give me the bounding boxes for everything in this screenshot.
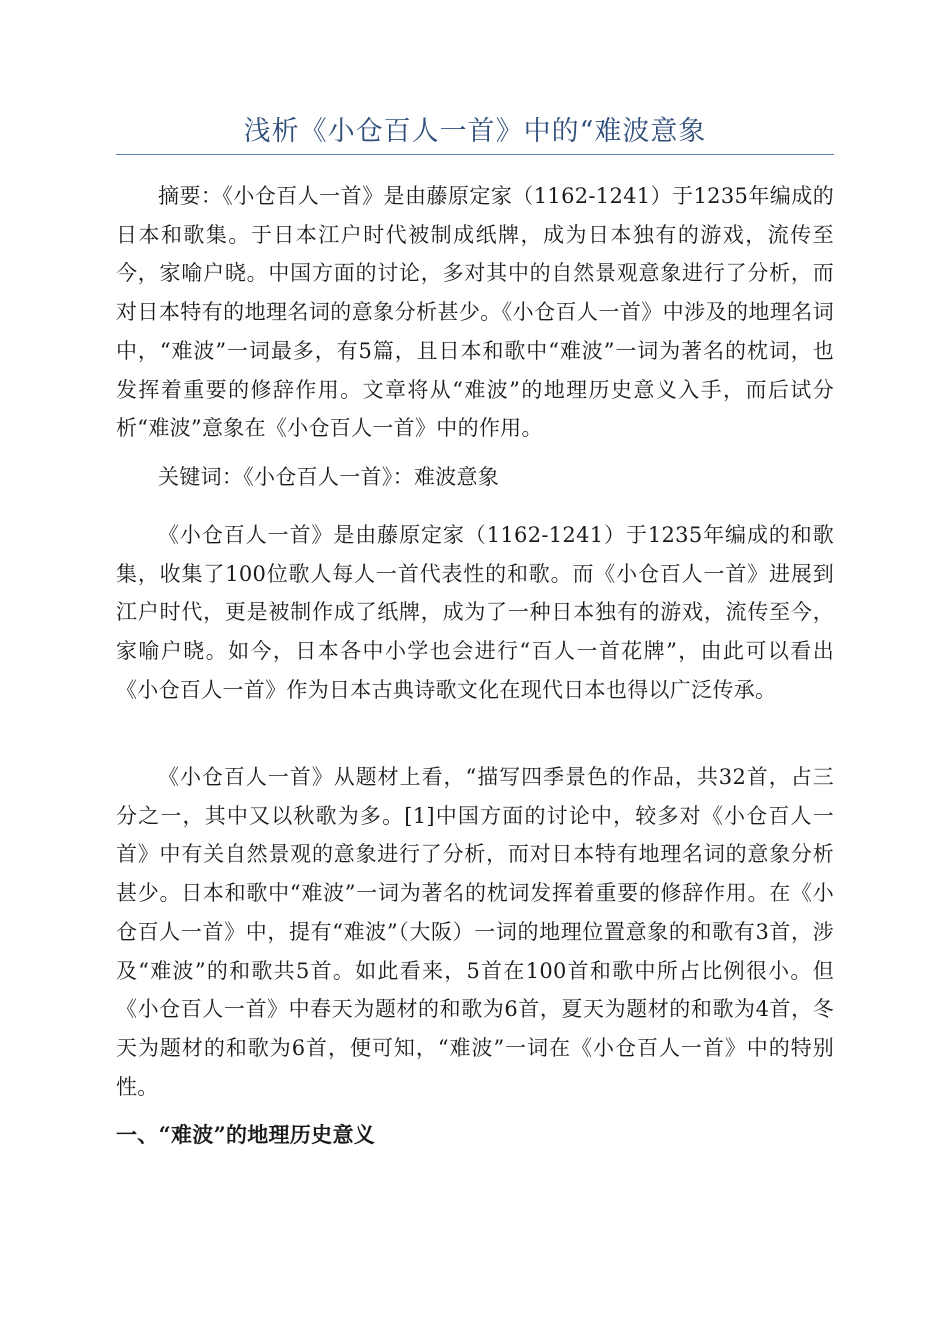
abstract-paragraph: 摘要：《小仓百人一首》是由藤原定家（1162-1241）于1235年编成的日本和歌集。于日本江户时代被制成纸牌，成为日本独有的游戏，流传至今，家喻户晓。中国方面的讨论，多对其中的自然景观意象进行了分析，而对日本特有的地理名词的意象分析甚少。《小仓百人一首》中涉及的地理名词中，“难波”一词最多，有5篇，且日本和歌中“难波”一词为著名的枕词，也发挥着重要的修辞作用。文章将从“难波”的地理历史意义入手，而后试分析“难波”意象在《小仓百人一首》中的作用。 (116, 184, 834, 441)
title-underline (116, 154, 834, 155)
body-paragraph-2: 《小仓百人一首》从题材上看，“描写四季景色的作品，共32首，占三分之一，其中又以秋歌为多。[1]中国方面的讨论中，较多对《小仓百人一首》中有关自然景观的意象进行了分析，而对日本特有地理名词的意象分析甚少。日本和歌中“难波”一词为著名的枕词发挥着重要的修辞作用。在《小仓百人一首》中，提有“难波”（大阪）一词的地理位置意象的和歌有3首，涉及“难波”的和歌共5首。如此看来，5首在100首和歌中所占比例很小。但《小仓百人一首》中春天为题材的和歌为6首，夏天为题材的和歌为4首，冬天为题材的和歌为6首，便可知，“难波”一词在《小仓百人一首》中的特别性。 (116, 765, 834, 1099)
section-heading: 一、“难波”的地理历史意义 (116, 1122, 376, 1147)
keywords-line: 关键词：《小仓百人一首》：难波意象 (158, 465, 500, 489)
document-title: 浅析《小仓百人一首》中的“难波意象 (243, 116, 707, 147)
body-paragraph-1: 《小仓百人一首》是由藤原定家（1162-1241）于1235年编成的和歌集，收集了100位歌人每人一首代表性的和歌。而《小仓百人一首》进展到江户时代，更是被制作成了纸牌，成为了一种日本独有的游戏，流传至今，家喻户晓。如今，日本各中小学也会进行“百人一首花牌”，由此可以看出《小仓百人一首》作为日本古典诗歌文化在现代日本也得以广泛传承。 (116, 523, 834, 702)
